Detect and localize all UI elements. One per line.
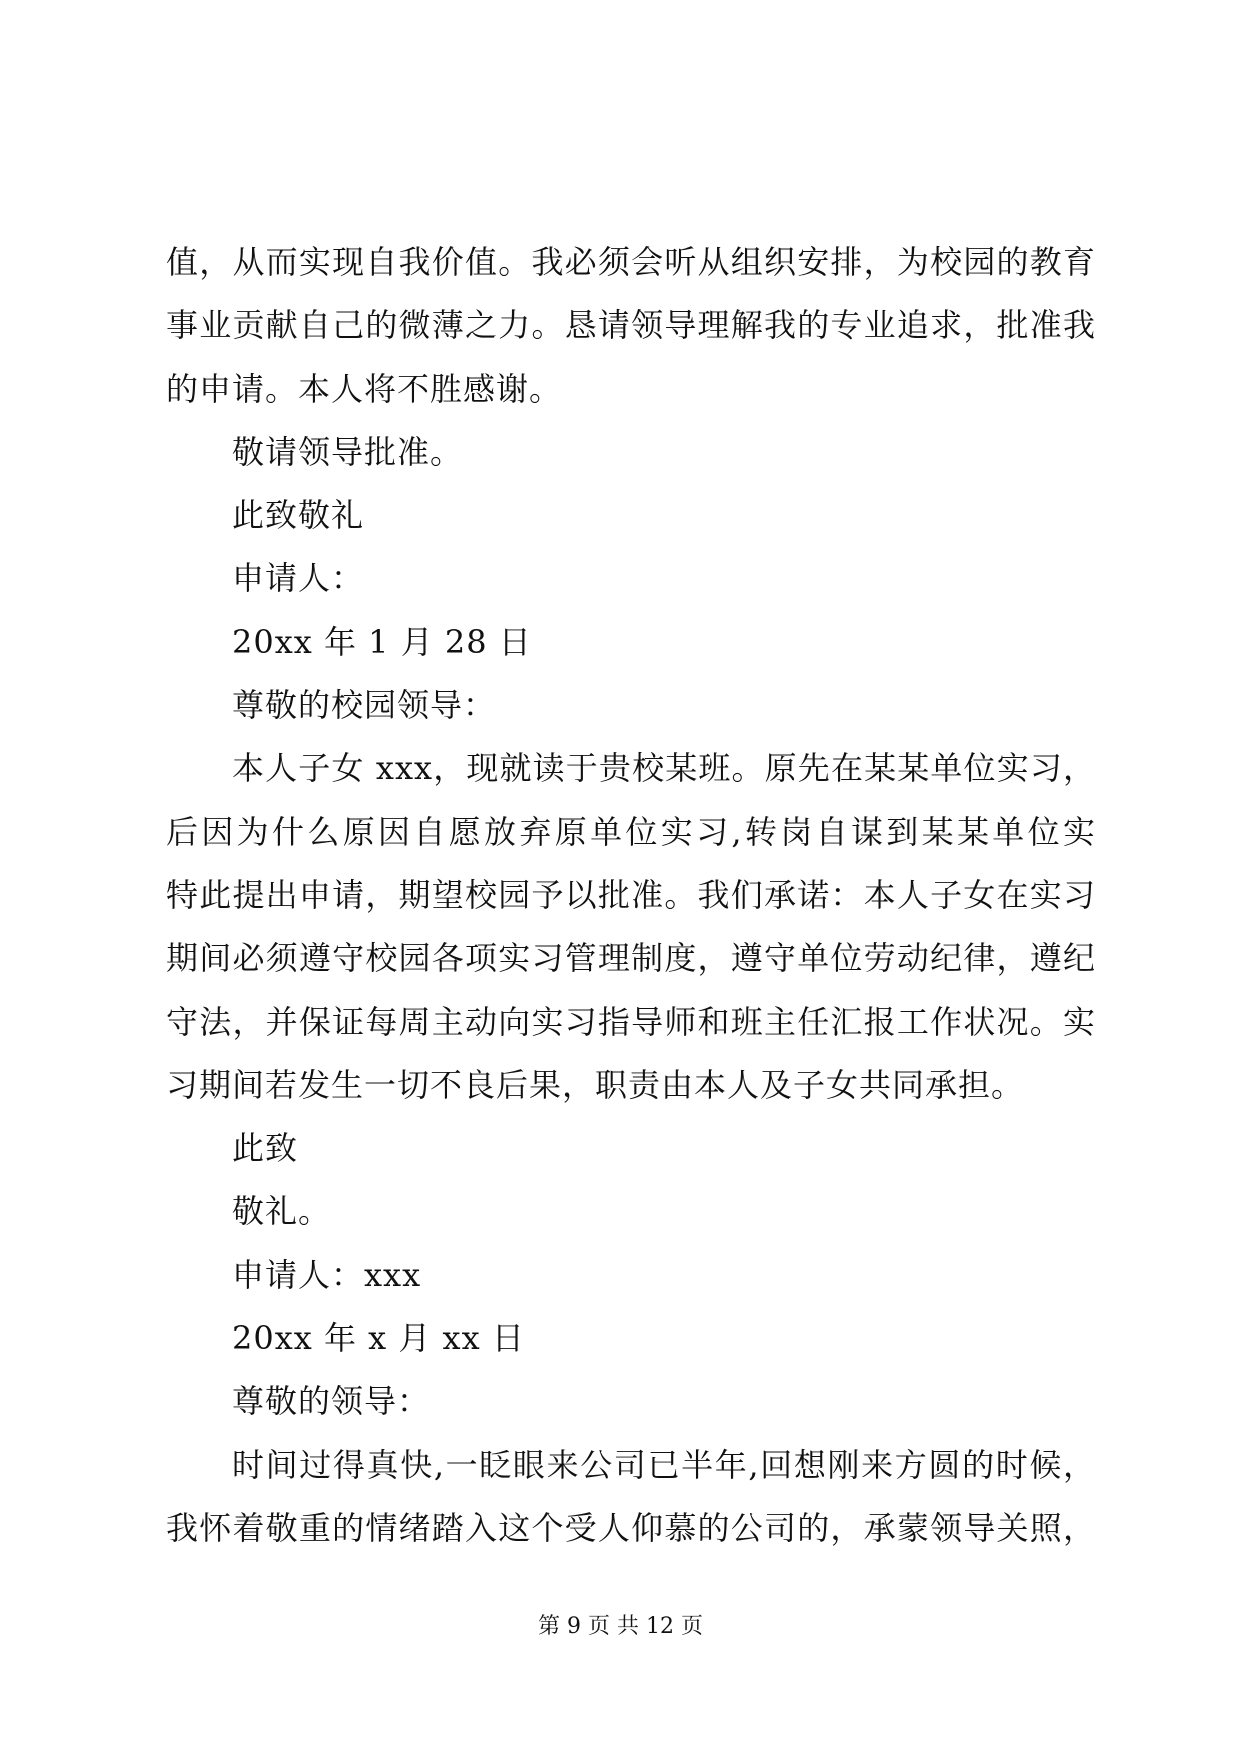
text-line: 期间必须遵守校园各项实习管理制度，遵守单位劳动纪律，遵纪 (166, 939, 1096, 978)
page-footer: 第 9 页 共 12 页 (538, 1614, 703, 1639)
text-line: 特此提出申请，期望校园予以批准。我们承诺：本人子女在实习 (166, 875, 1096, 914)
text-line: 此致 (232, 1129, 299, 1168)
text-line: 此致敬礼 (232, 496, 365, 535)
text-line: 20xx 年 1 月 28 日 (232, 622, 532, 661)
text-line: 习期间若发生一切不良后果，职责由本人及子女共同承担。 (166, 1065, 1025, 1104)
text-line: 时间过得真快,一眨眼来公司已半年,回想刚来方圆的时候， (232, 1445, 1096, 1484)
text-line: 本人子女 xxx，现就读于贵校某班。原先在某某单位实习， (232, 749, 1096, 788)
text-line: 尊敬的领导： (232, 1382, 431, 1421)
text-line: 后因为什么原因自愿放弃原单位实习,转岗自谋到某某单位实 (166, 812, 1096, 851)
text-line: 事业贡献自己的微薄之力。恳请领导理解我的专业追求，批准我 (166, 306, 1096, 345)
text-line: 敬请领导批准。 (232, 432, 464, 471)
text-line: 的申请。本人将不胜感谢。 (166, 369, 563, 408)
text-line: 我怀着敬重的情绪踏入这个受人仰慕的公司的，承蒙领导关照， (166, 1508, 1096, 1547)
text-line: 值，从而实现自我价值。我必须会听从组织安排，为校园的教育 (166, 243, 1096, 281)
text-line: 申请人：xxx (232, 1255, 422, 1294)
text-line: 守法，并保证每周主动向实习指导师和班主任汇报工作状况。实 (166, 1002, 1096, 1041)
text-line: 尊敬的校园领导： (232, 686, 497, 725)
text-line: 敬礼。 (232, 1192, 332, 1231)
text-line: 20xx 年 x 月 xx 日 (232, 1319, 525, 1358)
document-body (166, 231, 1096, 1560)
text-line: 申请人： (232, 559, 365, 598)
